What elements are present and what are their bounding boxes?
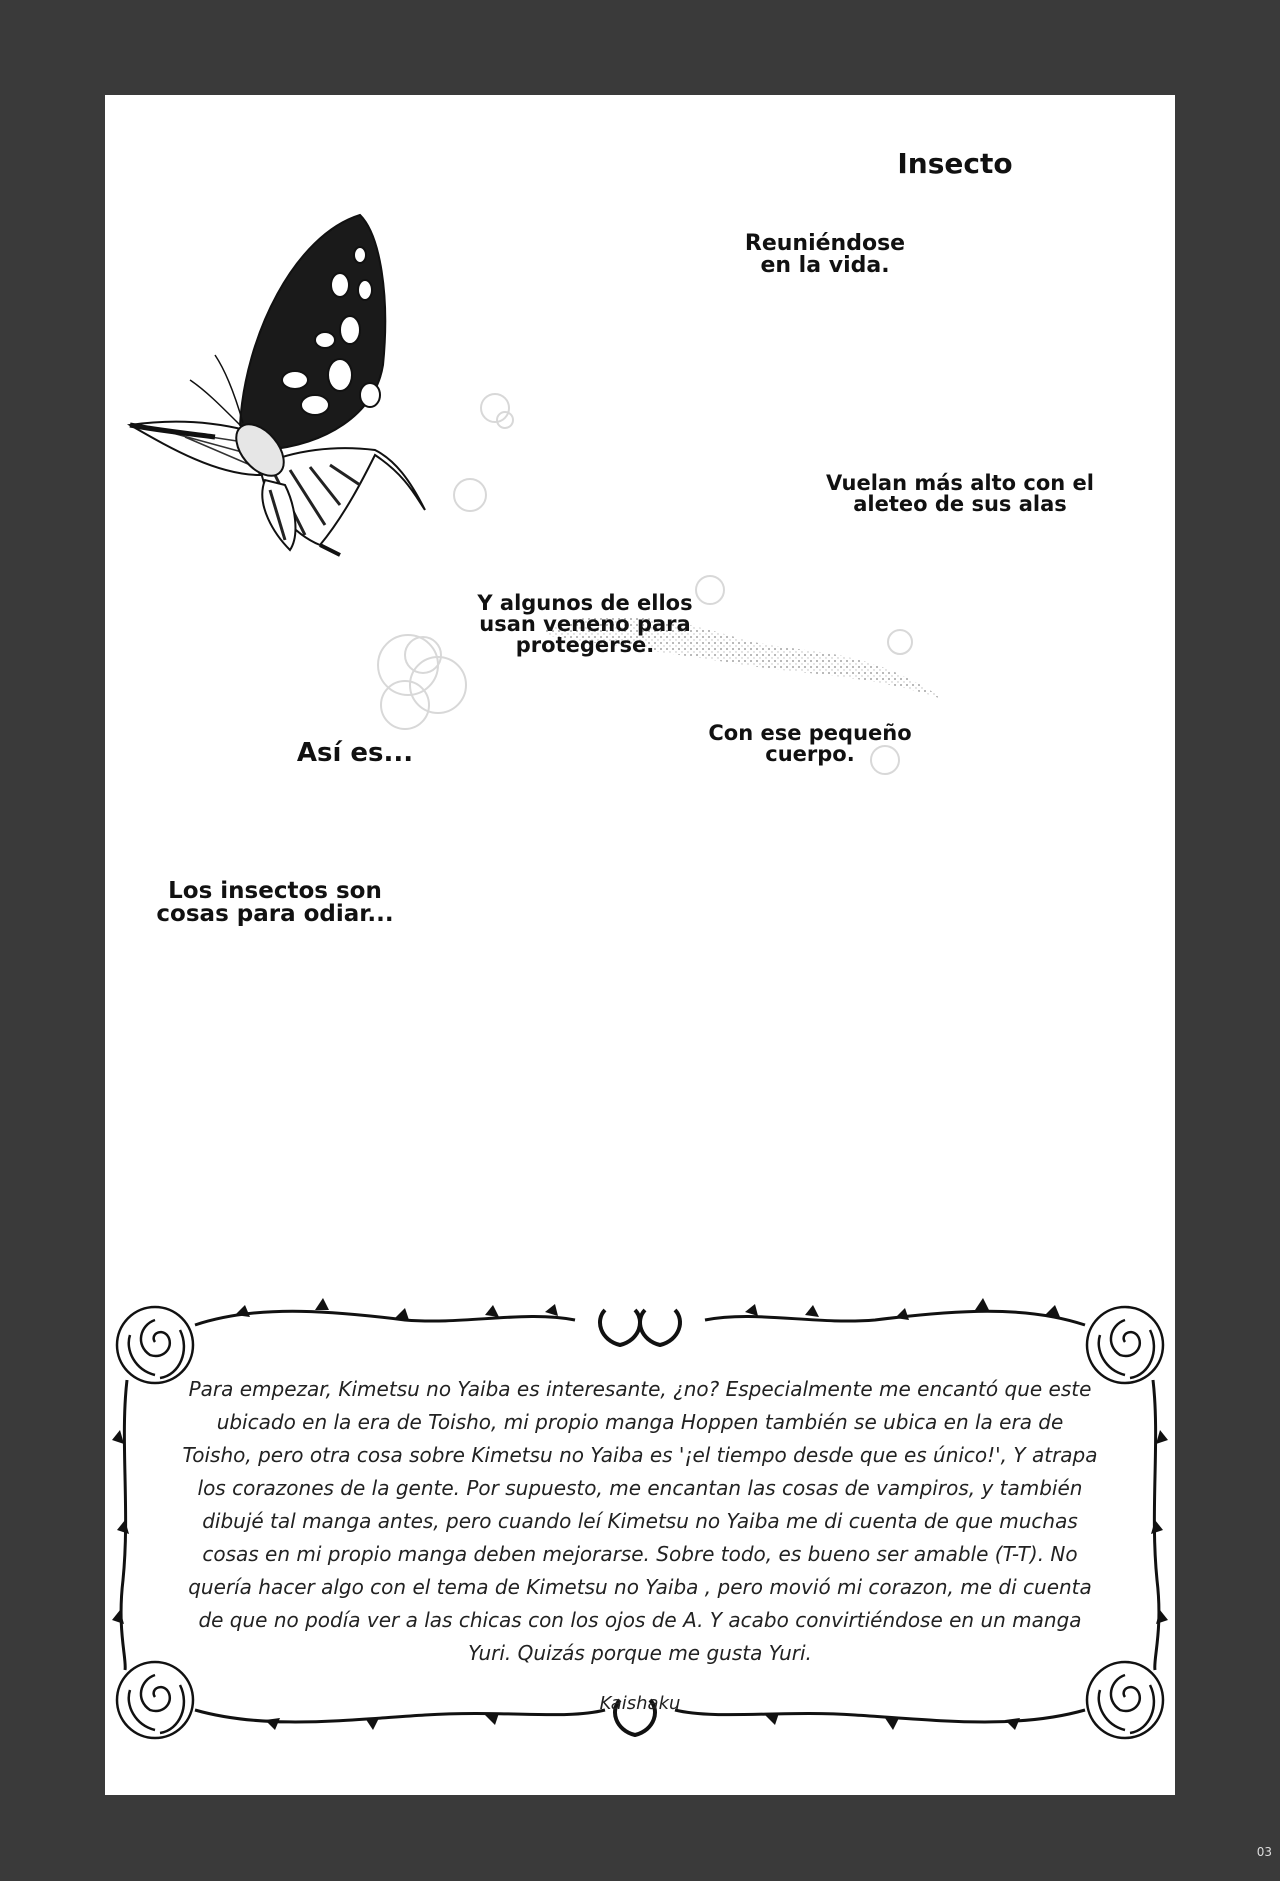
butterfly-illustration [125,175,505,575]
title-caption: Insecto [897,147,1013,180]
caption-asi-es: Así es... [296,738,414,768]
caption-insectos: Los insectos son cosas para odiar... [156,878,394,927]
caption-con-ese: Con ese pequeño cuerpo. [708,721,912,766]
caption-vuelan: Vuelan más alto con el aleteo de sus alas [826,471,1094,516]
page-number: 03 [1256,1845,1272,1859]
caption-algunos: Y algunos de ellos usan veneno para protegerse. [477,591,693,657]
rose-ornament [117,1307,193,1383]
afterword-text: Para empezar, Kimetsu no Yaiba es interesante, ¿no? Especialmente me encantó que este ubicado en la era de Toisho, mi propio manga Hoppen también se ubica en la era de Toisho, pero otra cosa sobre Kimetsu no Yaiba es '¡el tiempo desde que es único!', Y atrapa los corazones de la gente. Por supuesto, me encantan las cosas de vampiros, y también dibujé tal manga antes, pero cuando leí Kimetsu no Yaiba me di cuenta de que muchas cosas en mi propio manga deben mejorarse. Sobre todo, es bueno ser amable (T-T). No quería hacer algo con el tema de Kimetsu no Yaiba , pero movió mi corazon, me di cuenta de que no podía ver a las chicas con los ojos de A. Y acabo convirtiéndose en un manga Yuri. Quizás porque me gusta Yuri. [182,1377,1098,1665]
rose-ornament [1087,1307,1163,1383]
manga-page [105,95,1175,1795]
author-signature: Kaishaku [599,1693,681,1714]
caption-reuniendose: Reuniéndose en la vida. [744,231,906,278]
